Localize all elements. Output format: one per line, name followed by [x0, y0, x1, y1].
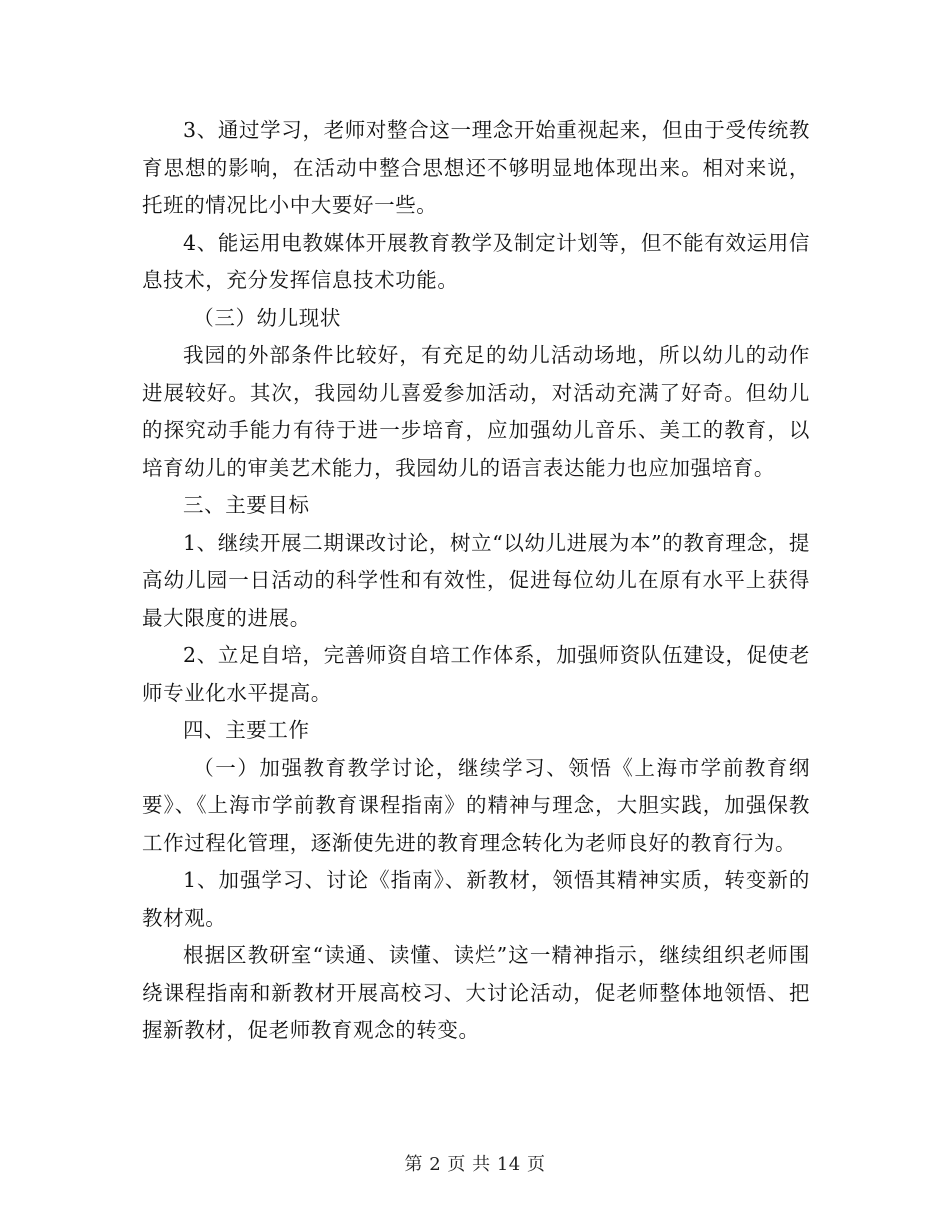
document-body — [142, 112, 810, 1050]
paragraph-children-status: 我园的外部条件比较好，有充足的幼儿活动场地，所以幼儿的动作进展较好。其次，我园幼儿喜爱参加活动，对活动充满了好奇。但幼儿的探究动手能力有待于进一步培育，应加强幼儿音乐、美工的教育，以培育幼儿的审美艺术能力，我园幼儿的语言表达能力也应加强培育。 — [142, 343, 810, 480]
page-number-footer: 第 2 页 共 14 页 — [404, 1154, 546, 1175]
paragraph-goal-2: 2、立足自培，完善师资自培工作体系，加强师资队伍建设，促使老师专业化水平提高。 — [142, 643, 810, 705]
paragraph-goal-1: 1、继续开展二期课改讨论，树立“以幼儿进展为本”的教育理念，提高幼儿园一日活动的科学性和有效性，促进每位幼儿在原有水平上获得最大限度的进展。 — [142, 530, 810, 630]
section-heading-main-goals: 三、主要目标 — [183, 493, 310, 517]
paragraph-point-4: 4、能运用电教媒体开展教育教学及制定计划等，但不能有效运用信息技术，充分发挥信息技术功能。 — [142, 230, 810, 292]
paragraph-district-guidance: 根据区教研室“读通、读懂、读烂”这一精神指示，继续组织老师围绕课程指南和新教材开展高校习、大讨论活动，促老师整体地领悟、把握新教材，促老师教育观念的转变。 — [142, 943, 810, 1042]
section-heading-main-work: 四、主要工作 — [183, 718, 310, 742]
section-heading-children-status: （三）幼儿现状 — [193, 305, 341, 330]
paragraph-point-3: 3、通过学习，老师对整合这一理念开始重视起来，但由于受传统教育思想的影响，在活动中整合思想还不够明显地体现出来。相对来说，托班的情况比小中大要好一些。 — [142, 118, 810, 217]
paragraph-work-1: （一）加强教育教学讨论，继续学习、领悟《上海市学前教育纲要》、《上海市学前教育课程指南》的精神与理念，大胆实践，加强保教工作过程化管理，逐渐使先进的教育理念转化为老师良好的教育行为。 — [142, 755, 810, 855]
paragraph-work-1-item-1: 1、加强学习、讨论《指南》、新教材，领悟其精神实质，转变新的教材观。 — [142, 868, 810, 930]
